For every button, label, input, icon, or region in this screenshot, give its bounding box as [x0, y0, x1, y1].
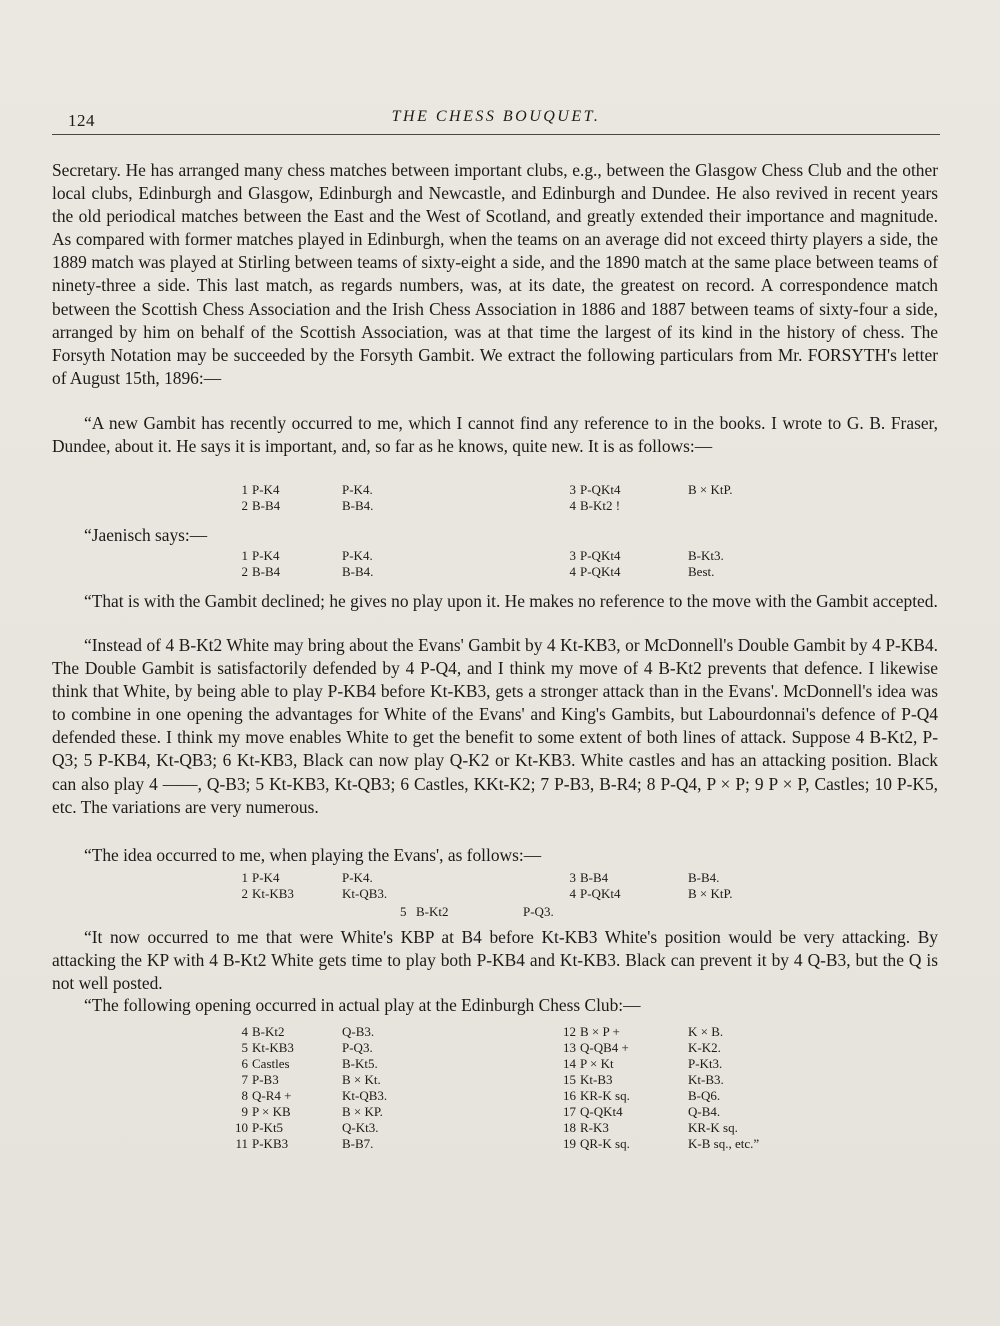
- white-move: Q-R4 +: [252, 1088, 292, 1103]
- move-row: [230, 904, 790, 920]
- move-number: 8: [241, 1088, 248, 1103]
- black-move: Kt-QB3.: [342, 1088, 388, 1103]
- white-move: Kt-KB3: [252, 1040, 294, 1055]
- move-number: 1: [241, 548, 248, 563]
- black-move: Kt-B3.: [688, 1072, 724, 1087]
- move-number: 3: [569, 870, 576, 885]
- move-row: [230, 1072, 790, 1088]
- move-number: 5: [241, 1040, 248, 1055]
- white-move: P-QKt4: [580, 886, 621, 901]
- move-number: 19: [563, 1136, 576, 1151]
- move-number: 1: [241, 870, 248, 885]
- black-move: B × Kt.: [342, 1072, 381, 1087]
- black-move: B-Q6.: [688, 1088, 721, 1103]
- move-number: 3: [569, 482, 576, 497]
- move-row: [230, 548, 790, 564]
- white-move: B-Kt2: [252, 1024, 285, 1039]
- black-move: B-Kt3.: [688, 548, 724, 563]
- white-move: B-Kt2 !: [580, 498, 621, 513]
- black-move: Q-B3.: [342, 1024, 375, 1039]
- move-row: [230, 870, 790, 886]
- move-number: 4: [241, 1024, 248, 1039]
- page-number: 124: [68, 111, 95, 130]
- move-number: 5: [400, 904, 407, 919]
- black-move: P-K4.: [342, 482, 373, 497]
- paragraph-kbp-attack: [52, 926, 938, 995]
- move-number: 7: [241, 1072, 248, 1087]
- white-move: KR-K sq.: [580, 1088, 630, 1103]
- move-number: 4: [569, 498, 576, 513]
- move-number: 17: [563, 1104, 576, 1119]
- move-row: [230, 1136, 790, 1152]
- black-move: K × B.: [688, 1024, 724, 1039]
- move-row: [230, 1040, 790, 1056]
- page-header: [52, 108, 940, 134]
- black-move: K-B sq., etc.”: [688, 1136, 760, 1151]
- black-move: B × KtP.: [688, 886, 733, 901]
- paragraph-secretary: [52, 159, 938, 390]
- move-row: [230, 886, 790, 902]
- move-number: 2: [241, 886, 248, 901]
- white-move: P-K4: [252, 548, 280, 563]
- move-table-edinburgh-game: [230, 1024, 790, 1152]
- white-move: P-Kt5: [252, 1120, 284, 1135]
- white-move: B-B4: [580, 870, 609, 885]
- move-table-forsyth-gambit: [230, 482, 790, 514]
- move-row-extra: [230, 904, 790, 920]
- move-row: [230, 564, 790, 580]
- black-move: B-B7.: [342, 1136, 374, 1151]
- white-move: P-QKt4: [580, 548, 621, 563]
- move-number: 4: [569, 886, 576, 901]
- paragraph-idea-occurred: [52, 844, 938, 867]
- move-number: 18: [563, 1120, 576, 1135]
- move-number: 9: [241, 1104, 248, 1119]
- white-move: P-B3: [252, 1072, 279, 1087]
- move-number: 6: [241, 1056, 248, 1071]
- paragraph-text: “The idea occurred to me, when playing the Evans', as follows:—: [84, 845, 542, 865]
- black-move: B × KP.: [342, 1104, 383, 1119]
- move-row: [230, 1056, 790, 1072]
- move-number: 11: [235, 1136, 248, 1151]
- move-table-evans-idea: [230, 870, 790, 902]
- paragraph-text: “It now occurred to me that were White's KBP at B4 before Kt-KB3 White's position would be very attacking. By attacking the KP with 4 B-Kt2 White gets time to play both P-KB4 and Kt-KB3. Black can prevent it by 4 Q-B3, but the Q is not well posted.: [52, 927, 938, 994]
- black-move: Q-Kt3.: [342, 1120, 379, 1135]
- black-move: P-K4.: [342, 548, 373, 563]
- move-number: 13: [563, 1040, 576, 1055]
- white-move: P × KB: [252, 1104, 291, 1119]
- paragraph-jaenisch: [52, 524, 938, 547]
- white-move: P-QKt4: [580, 482, 621, 497]
- move-row: [230, 482, 790, 498]
- white-move: Q-QKt4: [580, 1104, 623, 1119]
- move-number: 3: [569, 548, 576, 563]
- paragraph-evans-variations: [52, 634, 938, 819]
- white-move: Castles: [252, 1056, 290, 1071]
- black-move: P-Q3.: [523, 904, 554, 919]
- paragraph-edinburgh-club: [52, 994, 938, 1017]
- move-number: 12: [563, 1024, 576, 1039]
- move-row: [230, 1088, 790, 1104]
- move-number: 15: [563, 1072, 576, 1087]
- black-move: Best.: [688, 564, 715, 579]
- move-number: 2: [241, 564, 248, 579]
- white-move: B × P +: [580, 1024, 620, 1039]
- paragraph-text: Secretary. He has arranged many chess matches between important clubs, e.g., between the Glasgow Chess Club and the other local clubs, Edinburgh and Glasgow, Edinburgh and Newcastle, and Edinburgh and Dundee. He also revived in recent years the old periodical matches between the East and the West of Scotland, and greatly extended their importance and magnitude. As compared with former matches played in Edinburgh, when the teams on an average did not exceed thirty players a side, the 1889 match was played at Stirling between teams of sixty-eight a side, and the 1890 match at the same place between teams of ninety-three a side. This last match, as regards numbers, was, at its date, the greatest on record. A correspondence match between the Scottish Chess Association and the Irish Chess Association in 1886 and 1887 between teams of sixty-four a side, arranged by him on behalf of the Scottish Association, was at that time the largest of its kind in the history of chess. The Forsyth Notation may be succeeded by the Forsyth Gambit. We extract the following particulars from Mr. FORSYTH's letter of August 15th, 1896:—: [52, 160, 938, 388]
- running-title: THE CHESS BOUQUET.: [391, 108, 601, 125]
- white-move: QR-K sq.: [580, 1136, 630, 1151]
- white-move: B-B4: [252, 498, 281, 513]
- header-rule: [52, 134, 940, 135]
- white-move: B-B4: [252, 564, 281, 579]
- black-move: K-K2.: [688, 1040, 721, 1055]
- white-move: Kt-B3: [580, 1072, 613, 1087]
- move-row: [230, 498, 790, 514]
- move-number: 14: [563, 1056, 576, 1071]
- paragraph-text: “Jaenisch says:—: [84, 525, 208, 545]
- white-move: P-QKt4: [580, 564, 621, 579]
- move-number: 16: [563, 1088, 576, 1103]
- paragraph-text: “Instead of 4 B-Kt2 White may bring about the Evans' Gambit by 4 Kt-KB3, or McDonnell's Double Gambit by 4 P-KB4. The Double Gambit is satisfactorily defended by 4 P-Q4, and I think my move of 4 B-Kt2 prevents that defence. I likewise think that White, by being able to play P-KB4 before Kt-KB3, gets a stronger attack than in the Evans'. McDonnell's idea was to combine in one opening the advantages for White of the Evans' and King's Gambits, but Labourdonnai's defence of P-Q4 defended these. I think my move enables White to get the benefit to some extent of both lines of attack. Suppose 4 B-Kt2, P-Q3; 5 P-KB4, Kt-QB3; 6 Kt-KB3, Black can now play Q-K2 or Kt-KB3. White castles and has an attacking position. Black can also play 4 ——, Q-B3; 5 Kt-KB3, Kt-QB3; 6 Castles, KKt-K2; 7 P-B3, B-R4; 8 P-Q4, P × P; 9 P × P, Castles; 10 P-K5, etc. The variations are very numerous.: [52, 635, 938, 817]
- black-move: B-Kt5.: [342, 1056, 378, 1071]
- move-row: [230, 1104, 790, 1120]
- black-move: Q-B4.: [688, 1104, 721, 1119]
- white-move: P-K4: [252, 482, 280, 497]
- move-number: 1: [241, 482, 248, 497]
- white-move: B-Kt2: [416, 904, 449, 919]
- paragraph-text: “The following opening occurred in actual play at the Edinburgh Chess Club:—: [84, 995, 641, 1015]
- black-move: P-Kt3.: [688, 1056, 723, 1071]
- black-move: B-B4.: [342, 498, 374, 513]
- black-move: B-B4.: [688, 870, 720, 885]
- paragraph-text: “A new Gambit has recently occurred to me, which I cannot find any reference to in the books. I wrote to G. B. Fraser, Dundee, about it. He says it is important, and, so far as he knows, quite new. It is as follows:—: [52, 413, 938, 457]
- black-move: KR-K sq.: [688, 1120, 738, 1135]
- white-move: Kt-KB3: [252, 886, 294, 901]
- paragraph-text: “That is with the Gambit declined; he gives no play upon it. He makes no reference to the move with the Gambit accepted.: [84, 591, 938, 611]
- white-move: P-KB3: [252, 1136, 289, 1151]
- move-row: [230, 1024, 790, 1040]
- move-row: [230, 1120, 790, 1136]
- black-move: P-K4.: [342, 870, 373, 885]
- white-move: P × Kt: [580, 1056, 614, 1071]
- white-move: R-K3: [580, 1120, 609, 1135]
- move-number: 10: [235, 1120, 248, 1135]
- paragraph-new-gambit: [52, 412, 938, 458]
- black-move: B × KtP.: [688, 482, 733, 497]
- move-number: 2: [241, 498, 248, 513]
- move-table-jaenisch: [230, 548, 790, 580]
- black-move: B-B4.: [342, 564, 374, 579]
- move-number: 4: [569, 564, 576, 579]
- white-move: P-K4: [252, 870, 280, 885]
- black-move: P-Q3.: [342, 1040, 373, 1055]
- paragraph-gambit-declined: [52, 590, 938, 613]
- black-move: Kt-QB3.: [342, 886, 388, 901]
- white-move: Q-QB4 +: [580, 1040, 629, 1055]
